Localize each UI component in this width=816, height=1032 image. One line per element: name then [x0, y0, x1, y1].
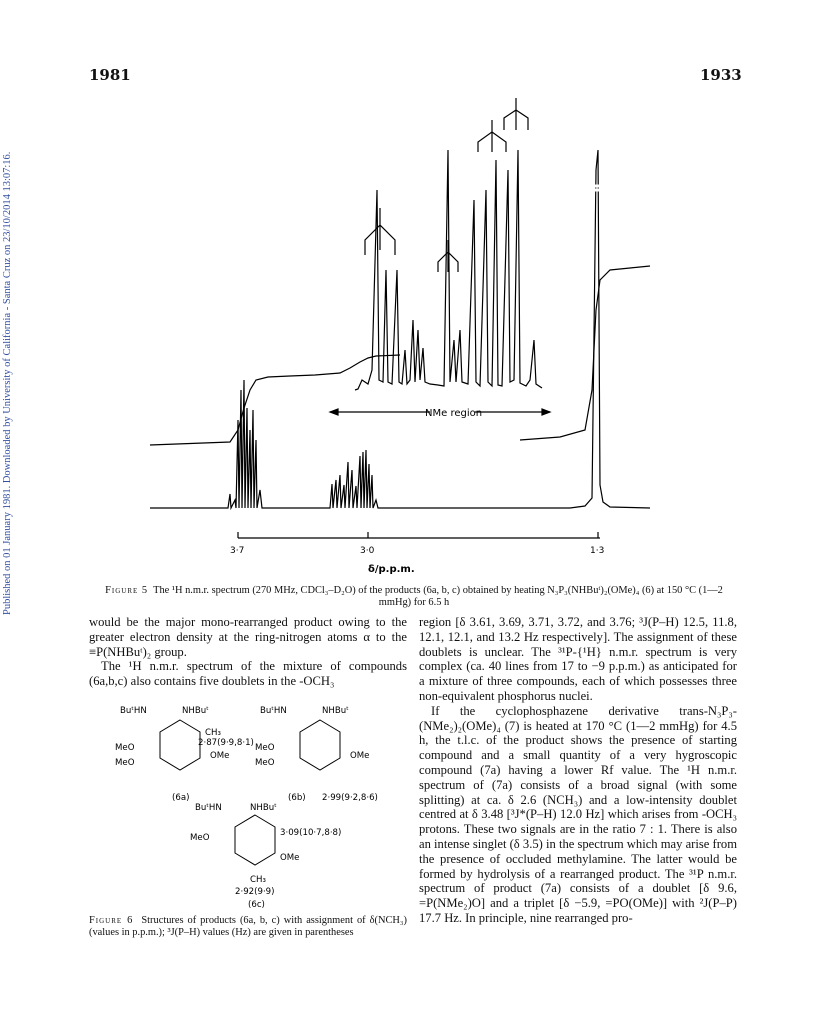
svg-text:NHBuᵗ: NHBuᵗ — [250, 803, 277, 813]
right-integral-trace — [520, 266, 650, 440]
label-6a: (6a) — [172, 793, 190, 803]
svg-text:OMe: OMe — [280, 853, 300, 863]
svg-text:OMe: OMe — [350, 751, 370, 761]
nme-value-6c-second: 2·92(9·9) — [235, 887, 275, 897]
svg-text:BuᵗHN: BuᵗHN — [195, 803, 222, 813]
figure5-caption: Figure 5 The ¹H n.m.r. spectrum (270 MHz, CDCl₃–D₂O) of the products (6a, b, c) obtained by heating N₃P₃(NHBuᵗ)₂(OMe)₄ (6) at 150 °C (1—2 mmHg) for 6.5 h — [105, 585, 723, 608]
left-column-text — [89, 615, 407, 689]
nme-value-6a: 2·87(9·9,8·1) — [198, 738, 254, 748]
nme-value-6c: 3·09(10·7,8·8) — [280, 828, 342, 838]
nmr-spectrum-figure — [140, 90, 660, 575]
label-6c: (6c) — [248, 900, 265, 910]
ppm-axis — [238, 532, 600, 538]
svg-text:MeO: MeO — [255, 758, 275, 768]
ring-6a — [160, 720, 200, 770]
svg-text:CH₃: CH₃ — [205, 728, 221, 738]
svg-text:BuᵗHN: BuᵗHN — [260, 706, 287, 716]
left-paragraph-2: The ¹H n.m.r. spectrum of the mixture of compounds (6a,b,c) also contains five doublets in the -OCH₃ — [89, 659, 407, 689]
lower-spectrum-trace — [150, 150, 650, 508]
left-paragraph-1: would be the major mono-rearranged product owing to the greater electron density at the ring-nitrogen atoms α to the ≡P(NHBuᵗ)₂ group. — [89, 615, 407, 659]
svg-text:MeO: MeO — [115, 758, 135, 768]
right-paragraph-1: region [δ 3.61, 3.69, 3.71, 3.72, and 3.76; ³J(P–H) 12.5, 11.8, 12.1, 12.1, and 13.2 Hz respectively]. The assignment of these doublets is unclear. The ³¹P-{¹H} n.m.r. spectrum is very complex (ca. 40 lines from 17 to −9 p.p.m.) as anticipated for a mixture of three compounds, each of which possesses three non-equivalent phosphorus nuclei. — [419, 615, 737, 703]
svg-text:MeO: MeO — [115, 743, 135, 753]
svg-text:NHBuᵗ: NHBuᵗ — [182, 706, 209, 716]
download-notice[interactable]: Published on 01 January 1981. Downloaded by University of California - Santa Cruz on 23/10/2014 13:07:16. — [2, 151, 13, 615]
ring-6b — [300, 720, 340, 770]
nme-value-6b: 2·99(9·2,8·6) — [322, 793, 378, 803]
tick-label-3-0: 3·0 — [360, 546, 375, 556]
figure6-caption: Figure 6 Structures of products (6a, b, c) with assignment of δ(NCH₃) (values in p.p.m.); ³J(P–H) values (Hz) are given in parentheses — [89, 915, 407, 938]
page-number: 1933 — [700, 66, 742, 84]
page-year: 1981 — [89, 66, 131, 84]
ring-6c — [235, 815, 275, 865]
right-paragraph-2: If the cyclophosphazene derivative trans-N₃P₃-(NMe₂)₂(OMe)₄ (7) is heated at 170 °C (1—2 mmHg) for 4.5 h, the t.l.c. of the product shows the presence of starting compound and a small quantity of a very hygroscopic compound (7a) having a lower Rf value. The ¹H n.m.r. spectrum of (7a) consists of a broad signal (with some splitting) at ca. δ 2.6 (NCH₃) and a low-intensity doublet centred at δ 3.48 [³J*(P–H) 12.0 Hz] which arises from -OCH₃ protons. These two signals are in the ratio 7 : 1. There is also an intense singlet (δ 3.5) in the spectrum which may arise from the presence of occluded methylamine. The latter would be formed by hydrolysis of a rearranged product. The ³¹P n.m.r. spectrum of product (7a) consists of a doublet [δ 9.6, =P(NMe₂)O] and a triplet [δ −5.9, =PO(OMe)] with ²J(P–P) 17.7 Hz. In principle, nine rearranged pro- — [419, 703, 737, 925]
nme-region-label: NMe region — [425, 408, 483, 419]
svg-text:MeO: MeO — [255, 743, 275, 753]
svg-text:NHBuᵗ: NHBuᵗ — [322, 706, 349, 716]
svg-text:OMe: OMe — [210, 751, 230, 761]
lower-integral-trace — [150, 355, 400, 445]
tick-label-1-3: 1·3 — [590, 546, 605, 556]
svg-text:CH₃: CH₃ — [250, 875, 266, 885]
svg-text:BuᵗHN: BuᵗHN — [120, 706, 147, 716]
right-column-text — [419, 615, 737, 926]
structures-figure — [110, 700, 400, 910]
label-6b: (6b) — [288, 793, 306, 803]
tick-label-3-7: 3·7 — [230, 546, 245, 556]
svg-text:MeO: MeO — [190, 833, 210, 843]
axis-label: δ/p.p.m. — [368, 564, 415, 575]
